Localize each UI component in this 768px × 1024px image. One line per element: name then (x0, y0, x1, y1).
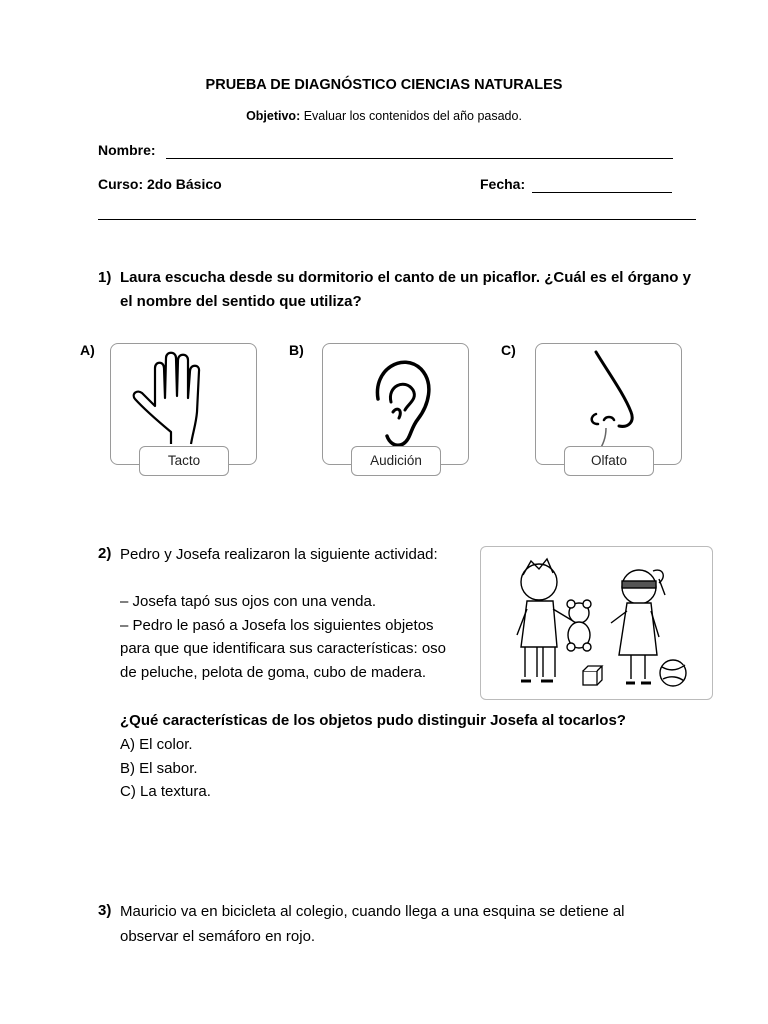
q2-intro: Pedro y Josefa realizaron la siguiente actividad: (120, 546, 438, 563)
rubber-ball-icon (660, 660, 686, 686)
girl-figure-icon (611, 570, 665, 683)
date-blank-line[interactable] (532, 192, 672, 193)
objective-text: Evaluar los contenidos del año pasado. (303, 109, 522, 123)
q1-option-a-letter: A) (80, 342, 95, 358)
objective-label: Objetivo: (246, 109, 301, 123)
q1-option-b-label: Audición (351, 446, 441, 476)
q1-number: 1) (98, 269, 112, 286)
wooden-cube-icon (583, 666, 602, 685)
q1-text: Laura escucha desde su dormitorio el canto de un picaflor. ¿Cuál es el órgano y el nombre del sentido que utiliza? (120, 269, 691, 310)
q2-option-c[interactable]: C) La textura. (120, 783, 211, 800)
q2-step-2-line-2: para que que identificara sus características: oso (120, 640, 447, 657)
q3-text-line-2: observar el semáforo en rojo. (120, 928, 316, 945)
name-blank-line[interactable] (166, 158, 673, 159)
q1-option-c-letter: C) (501, 342, 516, 358)
q2-option-b[interactable]: B) El sabor. (120, 760, 198, 777)
activity-illustration (480, 546, 713, 700)
q2-question: ¿Qué características de los objetos pudo distinguir Josefa al tocarlos? (120, 712, 626, 729)
date-label: Fecha: (480, 176, 526, 192)
q1-option-b-letter: B) (289, 342, 304, 358)
q2-step-1: – Josefa tapó sus ojos con una venda. (120, 593, 377, 610)
q1-option-c-label: Olfato (564, 446, 654, 476)
name-label: Nombre: (98, 142, 156, 158)
teddy-bear-icon (567, 600, 591, 651)
q3-number: 3) (98, 902, 112, 919)
q2-step-2-line-3: de peluche, pelota de goma, cubo de madera. (120, 664, 427, 681)
document-title: PRUEBA DE DIAGNÓSTICO CIENCIAS NATURALES (205, 77, 563, 93)
objective-line (0, 109, 768, 123)
q3-text-line-1: Mauricio va en bicicleta al colegio, cuando llega a una esquina se detiene al (120, 903, 625, 920)
header-divider (98, 219, 696, 220)
boy-figure-icon (517, 559, 573, 681)
q2-option-a[interactable]: A) El color. (120, 736, 193, 753)
course-label: Curso: 2do Básico (98, 176, 222, 192)
q1-option-a-label: Tacto (139, 446, 229, 476)
q2-step-2-line-1: – Pedro le pasó a Josefa los siguientes objetos (120, 617, 434, 634)
q2-number: 2) (98, 545, 112, 562)
